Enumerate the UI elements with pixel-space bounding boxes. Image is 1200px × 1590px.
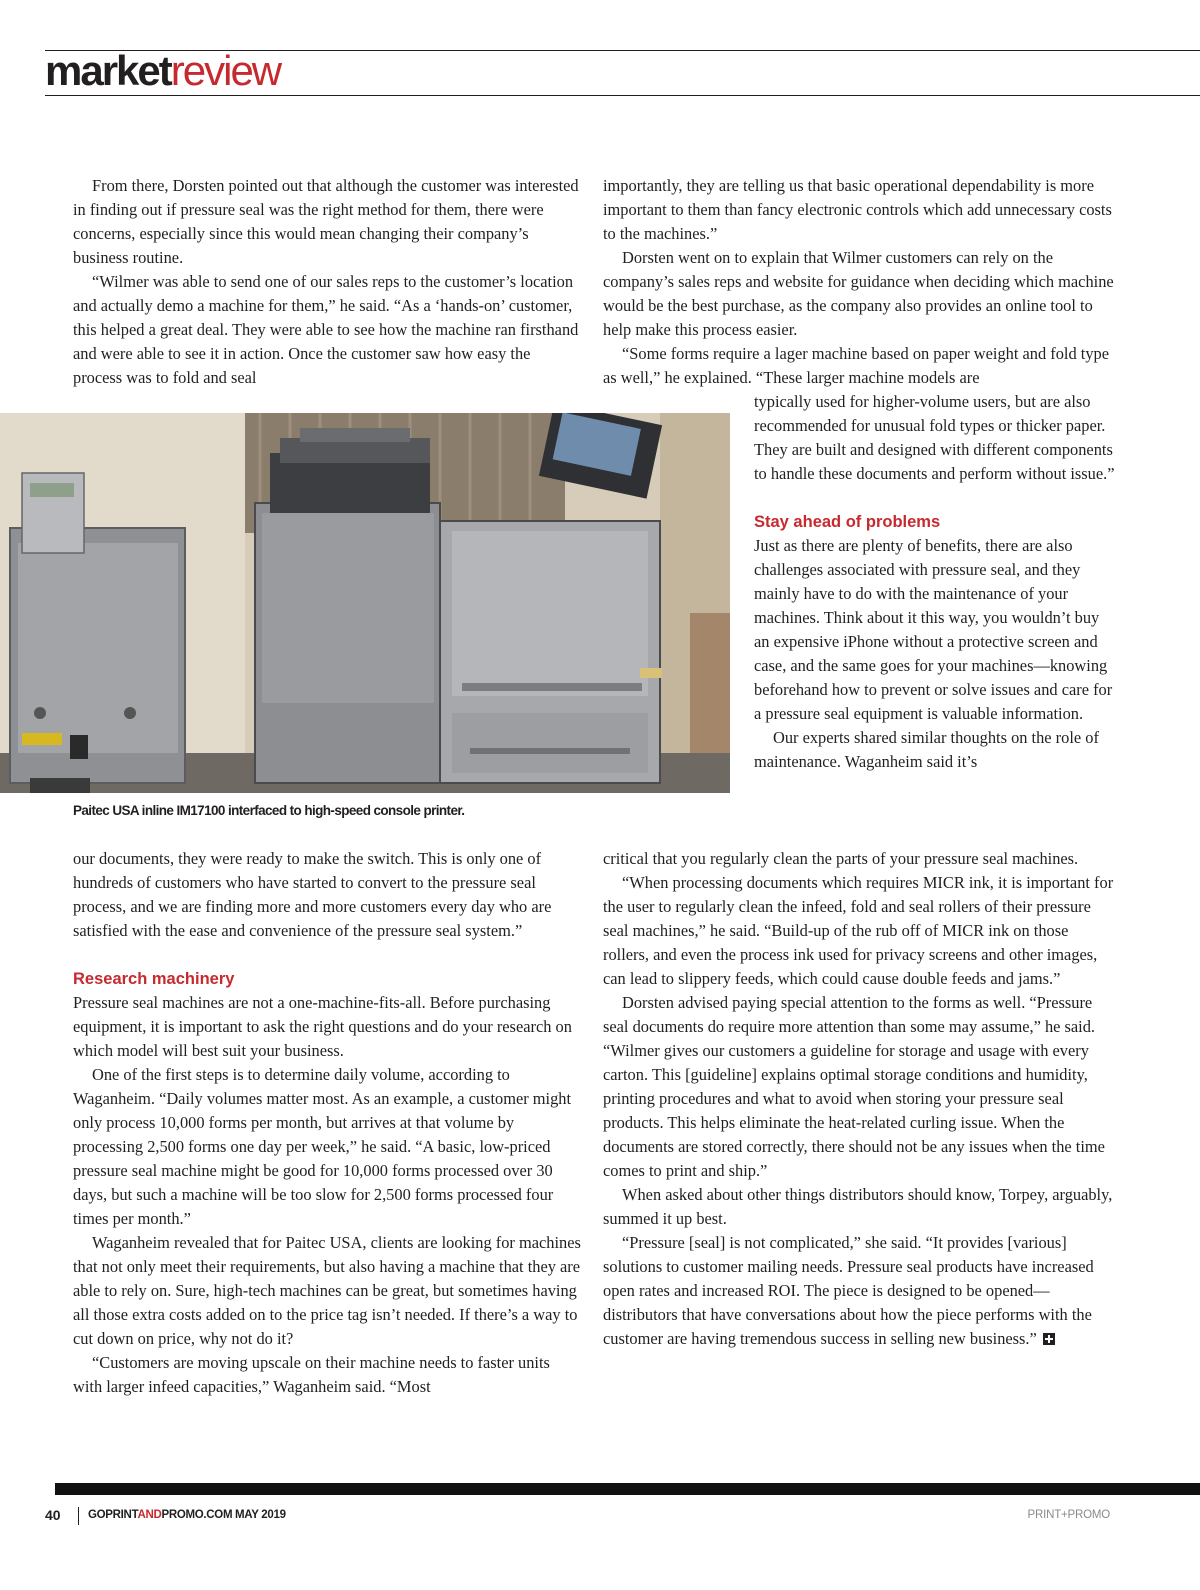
printer-photo-illustration xyxy=(0,413,730,793)
subheading-stay-ahead-of-problems: Stay ahead of problems xyxy=(754,513,941,531)
footer xyxy=(45,1507,1115,1527)
paragraph: “Some forms require a lager machine based on paper weight and fold type as well,” he explained. “These larger machine models are xyxy=(603,344,1109,387)
paragraph: From there, Dorsten pointed out that although the customer was interested in finding out if pressure seal was the right method for them, there were concerns, especially since this would mean changing their company’s business routine. xyxy=(73,176,579,267)
section-title-review: review xyxy=(170,47,281,94)
header-rule xyxy=(45,95,1200,96)
section-title-market: market xyxy=(45,47,171,94)
subheading-research-machinery: Research machinery xyxy=(73,970,235,988)
footer-bar xyxy=(55,1483,1200,1495)
paragraph: Waganheim revealed that for Paitec USA, clients are looking for machines that not only meet their requirements, but also having a machine that they are able to rely on. Sure, high-tech machines can be great, but sometimes having all those extra costs added on to the price tag isn’t needed. If there’s a way to cut down on price, why not do it? xyxy=(73,1233,581,1348)
paragraph: critical that you regularly clean the parts of your pressure seal machines. xyxy=(603,849,1079,868)
paragraph: One of the first steps is to determine daily volume, according to Waganheim. “Daily volumes matter most. As an example, a customer might only process 10,000 forms per month, but arrives at that volume by processing 2,500 forms one day per week,” he said. “A basic, low-priced pressure seal machine might be good for 10,000 forms processed over 30 days, but such a machine will be too slow for 2,500 forms processed four times per month.” xyxy=(73,1065,572,1228)
paragraph: “Wilmer was able to send one of our sales reps to the customer’s location and actually demo a machine for them,” he said. “As a ‘hands-on’ customer, this helped a great deal. They were able to see how the machine ran firsthand and were able to see it in action. Once the customer saw how easy the process was to fold and seal xyxy=(73,272,579,387)
paragraph: “When processing documents which requires MICR ink, it is important for the user to regularly clean the infeed, fold and seal rollers of their pressure seal machines,” he said. “Build-up of the rub off of MICR ink on those rollers, and even the process ink used for privacy screens and other images, can lead to slippery feeds, which could cause double feeds and jams.” xyxy=(603,873,1114,988)
site-part-b: AND xyxy=(137,1509,162,1521)
paragraph: Dorsten advised paying special attention to the forms as well. “Pressure seal documents do require more attention than some may assume,” he said. “Wilmer gives our customers a guideline for storage and usage with every carton. This [guideline] explains optimal storage conditions and humidity, printing procedures and what to avoid when storing your pressure seal products. This helps eliminate the heat-related curling issue. When the documents are stored correctly, there should not be any issues when the time comes to print and ship.” xyxy=(603,993,1105,1180)
section-title xyxy=(45,47,281,94)
site-part-c: PROMO.COM xyxy=(161,1509,233,1521)
issue-date: MAY 2019 xyxy=(235,1509,286,1521)
paragraph: “Customers are moving upscale on their machine needs to faster units with larger infeed capacities,” Waganheim said. “Most xyxy=(73,1353,550,1396)
right-column-middle xyxy=(754,390,1118,774)
paragraph: importantly, they are telling us that basic operational dependability is more important to them than fancy electronic controls which add unnecessary costs to the machines.” xyxy=(603,176,1112,243)
paragraph-final-text: “Pressure [seal] is not complicated,” she said. “It provides [various] solutions to customer mailing needs. Pressure seal products have increased open rates and increased ROI. The piece is designed to be opened—distributors that have conversations about how the piece performs with the customer are having tremendous success in selling new business.” xyxy=(603,1233,1094,1348)
left-column-top xyxy=(73,174,583,390)
site-part-a: GOPRINT xyxy=(88,1509,138,1521)
left-column-bottom xyxy=(73,847,583,1399)
footer-site-link[interactable] xyxy=(88,1509,232,1521)
paragraph: typically used for higher-volume users, but are also recommended for unusual fold types or thicker paper. They are built and designed with different components to handle these documents and perform without issue.” xyxy=(754,392,1115,483)
paragraph: our documents, they were ready to make the switch. This is only one of hundreds of customers who have started to convert to the pressure seal process, and we are finding more and more customers every day who are satisfied with the ease and convenience of the pressure seal system.” xyxy=(73,849,552,940)
paragraph: When asked about other things distributors should know, Torpey, arguably, summed it up best. xyxy=(603,1185,1113,1228)
right-column-bottom xyxy=(603,847,1118,1351)
footer-divider xyxy=(78,1507,79,1525)
paragraph: Pressure seal machines are not a one-machine-fits-all. Before purchasing equipment, it is important to ask the right questions and do your research on which model will best suit your business. xyxy=(73,993,572,1060)
end-mark-icon xyxy=(1043,1333,1055,1345)
magazine-brand: PRINT+PROMO xyxy=(1027,1509,1110,1521)
paragraph: Our experts shared similar thoughts on the role of maintenance. Waganheim said it’s xyxy=(754,728,1099,771)
printer-photo xyxy=(0,413,730,793)
photo-caption: Paitec USA inline IM17100 interfaced to high-speed console printer. xyxy=(73,803,465,818)
paragraph-final xyxy=(603,1231,1118,1351)
paragraph: Dorsten went on to explain that Wilmer customers can rely on the company’s sales reps and website for guidance when deciding which machine would be the best purchase, as the company also provides an online tool to help make this process easier. xyxy=(603,248,1114,339)
paragraph: Just as there are plenty of benefits, there are also challenges associated with pressure seal, and they mainly have to do with the maintenance of your machines. Think about it this way, you wouldn’t buy an expensive iPhone without a protective screen and case, and the same goes for your machines—knowing beforehand how to prevent or solve issues and care for a pressure seal equipment is valuable information. xyxy=(754,536,1113,723)
page-number: 40 xyxy=(45,1507,61,1523)
right-column-top xyxy=(603,174,1118,390)
